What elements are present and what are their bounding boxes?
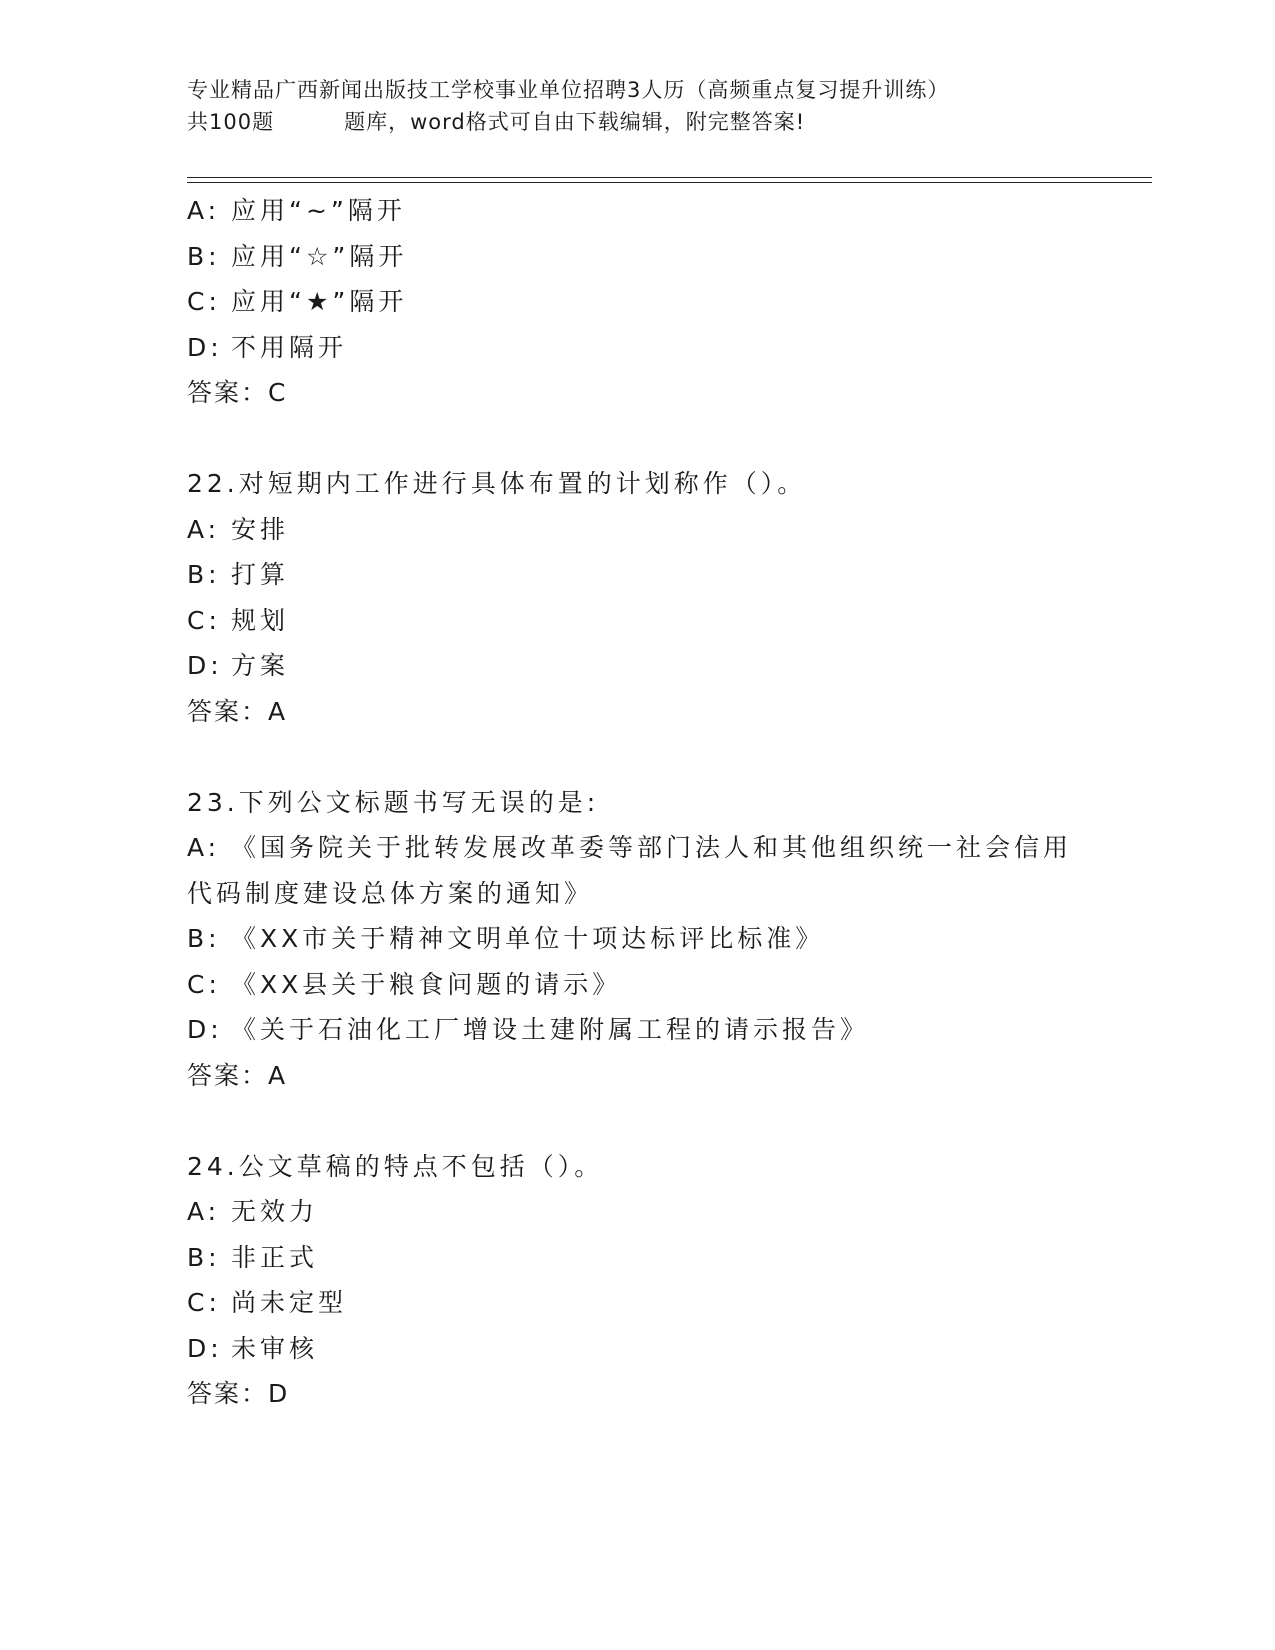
option-d xyxy=(187,643,1087,689)
option-text: 尚未定型 xyxy=(231,1288,348,1317)
question-21-block xyxy=(187,188,1087,416)
option-label: D: xyxy=(187,1333,223,1363)
option-text: 应用“★”隔开 xyxy=(231,287,408,316)
option-text: 方案 xyxy=(231,651,290,680)
option-b xyxy=(187,916,1087,962)
option-label: A: xyxy=(187,833,221,862)
question-23-block xyxy=(187,780,1087,1099)
header-subtitle-line xyxy=(187,106,1087,138)
option-text: 《XX县关于粮食问题的请示》 xyxy=(231,969,622,999)
option-label: B: xyxy=(187,1242,221,1272)
option-label: D: xyxy=(187,1015,223,1044)
option-text: 规划 xyxy=(231,605,290,635)
option-label: C: xyxy=(187,1288,221,1317)
option-text: 《XX市关于精神文明单位十项达标评比标准》 xyxy=(231,924,825,953)
option-label: C: xyxy=(187,287,221,316)
question-text: 24.公文草稿的特点不包括（）。 xyxy=(187,1151,604,1181)
option-d xyxy=(187,325,1087,371)
option-text: 安排 xyxy=(231,514,290,544)
option-b xyxy=(187,234,1087,280)
option-text: 不用隔开 xyxy=(231,332,348,362)
option-text: 应用“☆”隔开 xyxy=(231,241,408,271)
option-label: B: xyxy=(187,241,221,271)
option-c xyxy=(187,598,1087,644)
option-label: B: xyxy=(187,560,221,589)
option-c xyxy=(187,962,1087,1008)
question-22-block xyxy=(187,461,1087,734)
option-b xyxy=(187,1235,1087,1281)
option-d xyxy=(187,1326,1087,1372)
header-question-count: 共100题 xyxy=(187,110,275,134)
option-label: C: xyxy=(187,605,221,635)
option-text: 非正式 xyxy=(231,1242,319,1272)
answer-line: 答案：C xyxy=(187,378,288,407)
option-a xyxy=(187,507,1087,553)
header-title-line: 专业精品广西新闻出版技工学校事业单位招聘3人历（高频重点复习提升训练） xyxy=(187,78,950,102)
option-text: 无效力 xyxy=(231,1197,319,1226)
option-text: 应用“~”隔开 xyxy=(231,196,406,225)
document-header xyxy=(187,74,1087,138)
answer-line: 答案：D xyxy=(187,1379,290,1408)
option-label: D: xyxy=(187,651,223,680)
option-label: D: xyxy=(187,332,223,362)
question-text: 23.下列公文标题书写无误的是: xyxy=(187,787,600,817)
question-text: 22.对短期内工作进行具体布置的计划称作（）。 xyxy=(187,469,807,498)
answer-line: 答案：A xyxy=(187,696,288,726)
option-a-continuation: 代码制度建设总体方案的通知》 xyxy=(187,878,594,908)
option-a xyxy=(187,1189,1087,1235)
option-text: 《国务院关于批转发展改革委等部门法人和其他组织统一社会信用 xyxy=(231,833,1073,862)
header-divider-bottom xyxy=(187,182,1152,183)
question-content xyxy=(187,188,1087,1417)
option-text: 打算 xyxy=(231,560,290,589)
option-label: A: xyxy=(187,196,221,225)
header-description: 题库，word格式可自由下载编辑，附完整答案! xyxy=(344,110,806,134)
option-a xyxy=(187,825,1087,871)
answer-line: 答案：A xyxy=(187,1060,288,1090)
option-text: 《关于石油化工厂增设土建附属工程的请示报告》 xyxy=(231,1015,870,1044)
question-24-block xyxy=(187,1144,1087,1417)
option-label: A: xyxy=(187,1197,221,1226)
option-label: A: xyxy=(187,514,221,544)
option-c xyxy=(187,279,1087,325)
option-a xyxy=(187,188,1087,234)
option-b xyxy=(187,552,1087,598)
option-label: C: xyxy=(187,969,221,999)
option-label: B: xyxy=(187,924,221,953)
option-d xyxy=(187,1007,1087,1053)
header-divider-top xyxy=(187,177,1152,178)
option-text: 未审核 xyxy=(231,1333,319,1363)
option-c xyxy=(187,1280,1087,1326)
